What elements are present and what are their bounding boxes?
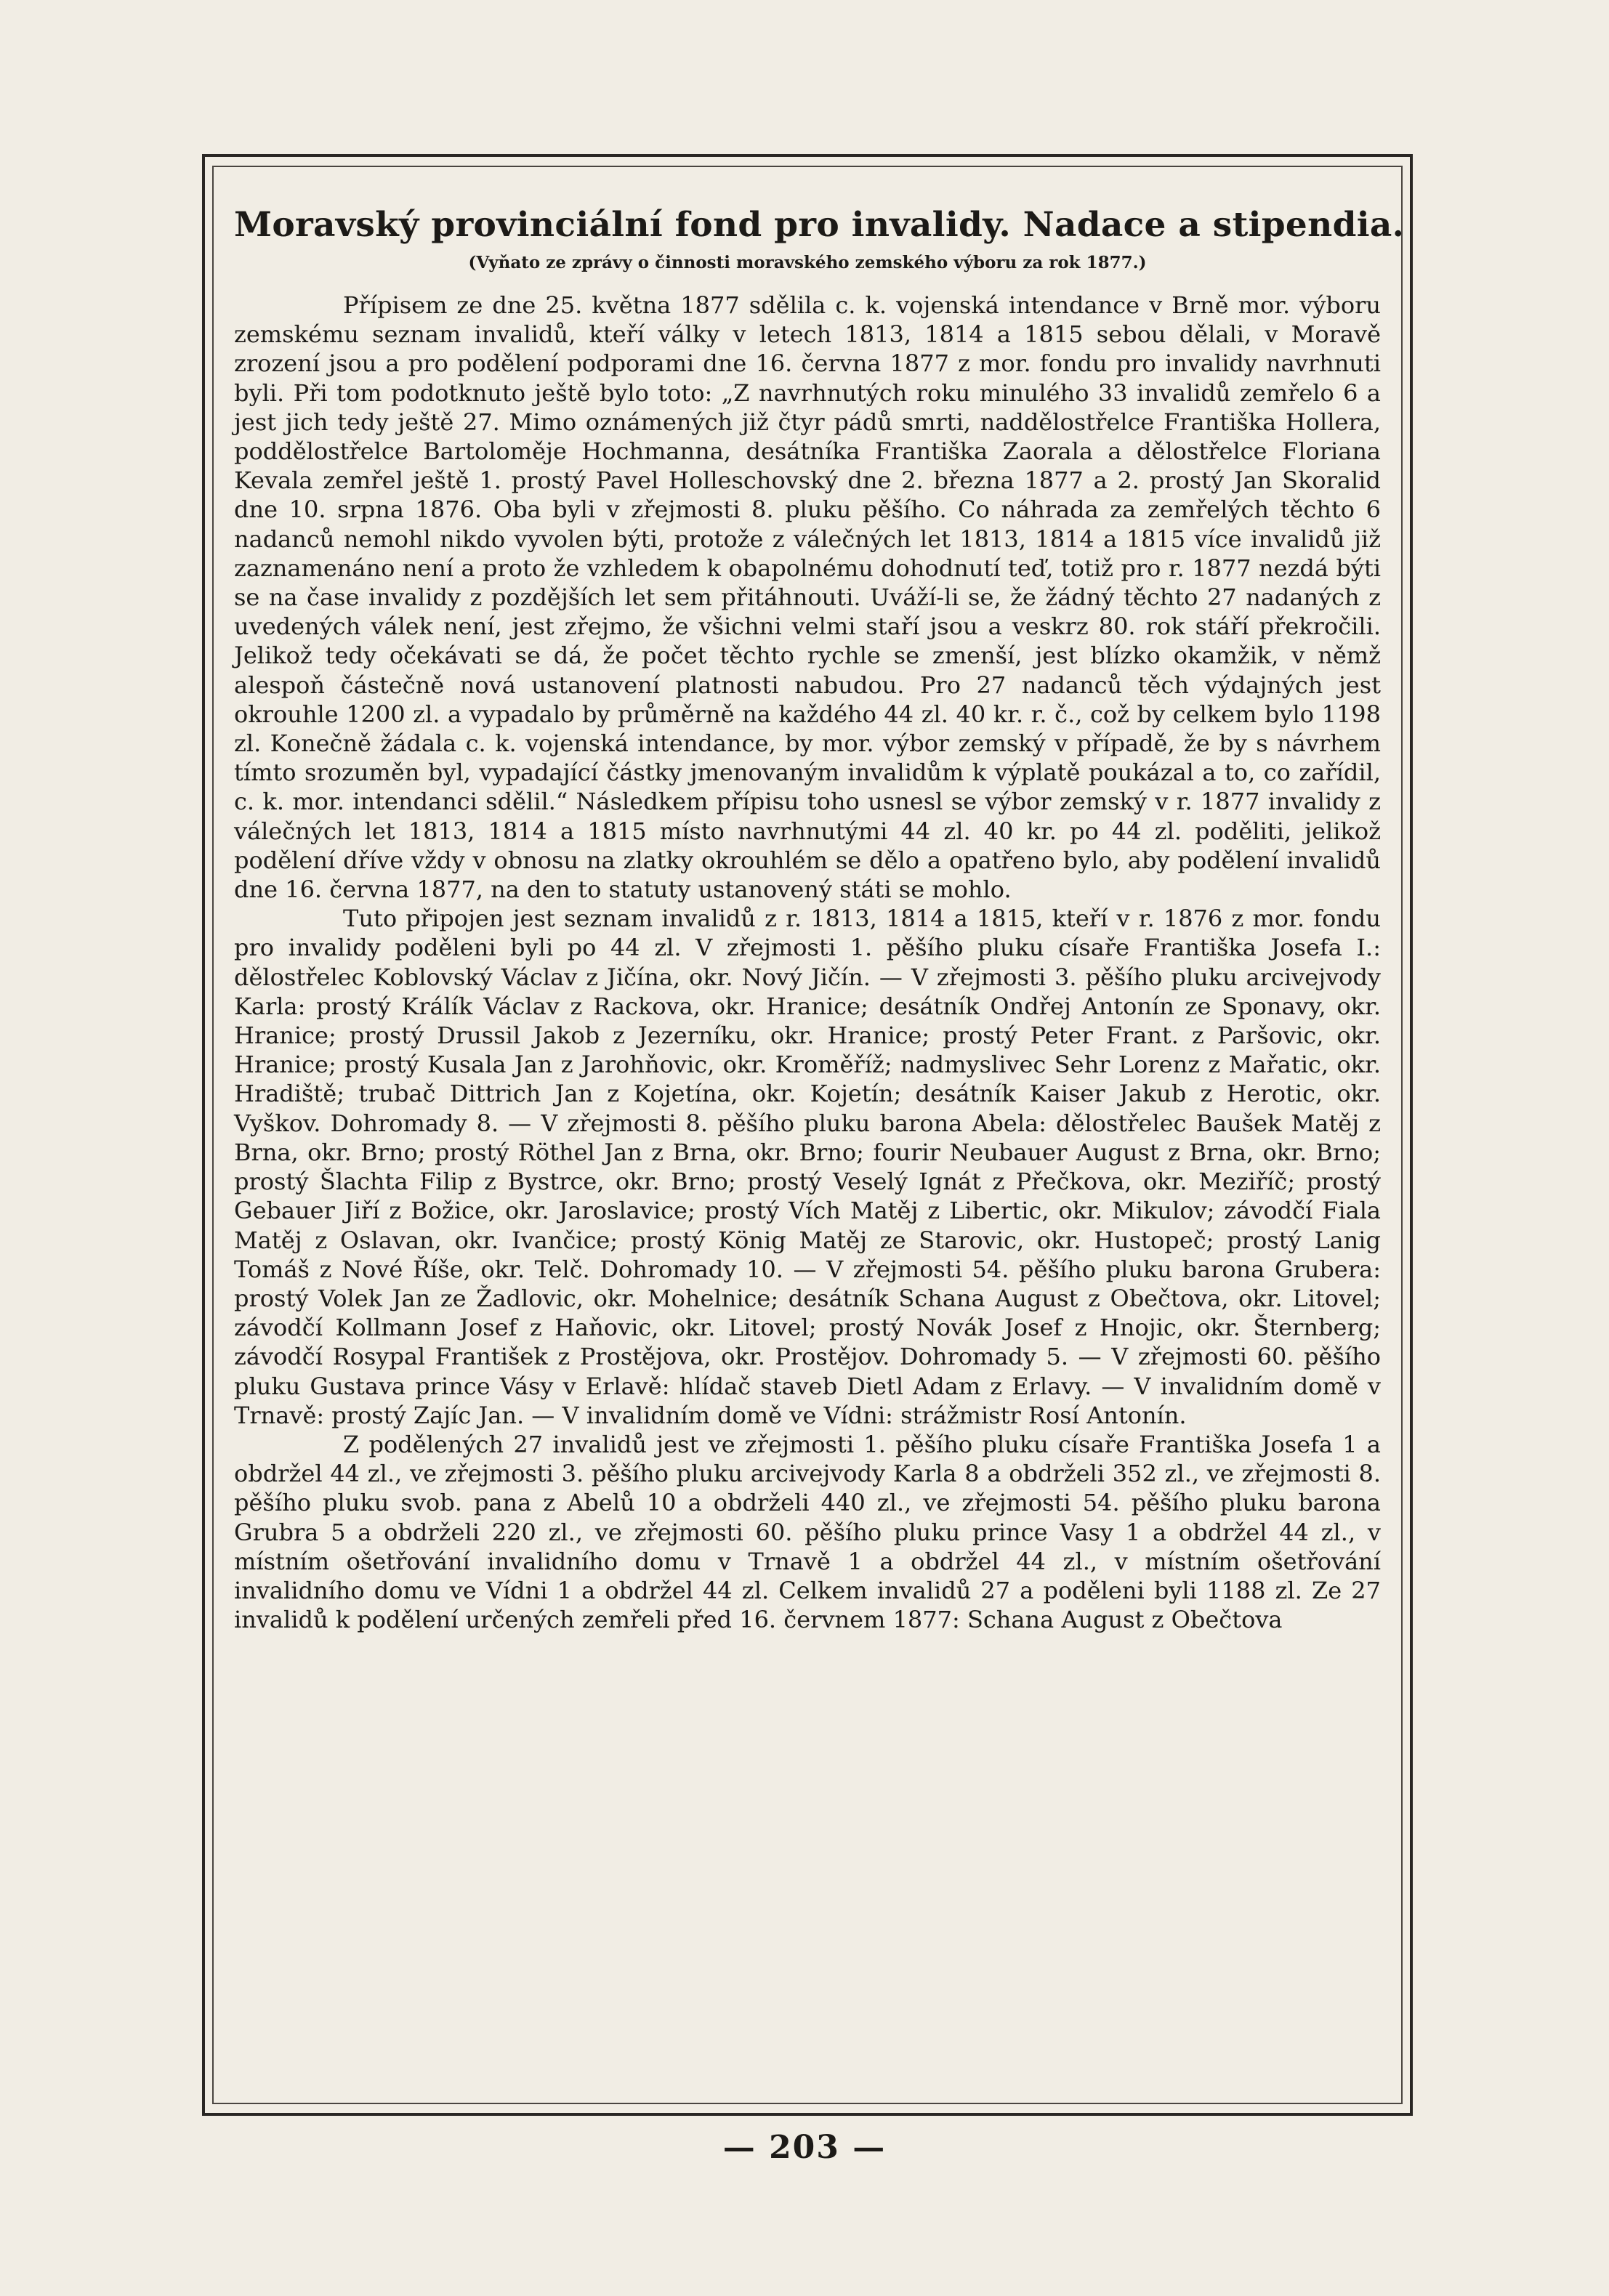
paragraph-1: Přípisem ze dne 25. května 1877 sdělila c. k. vojenská intendance v Brně mor. výboru zemskému seznam invalidů, kteří války v letech 1813, 1814 a 1815 sebou dělali, v Moravě zrození jsou a pro podělení podporami dne 16. června 1877 z mor. fondu pro invalidy navrhnuti byli. Při tom podotknuto ještě bylo toto: „Z navrhnutých roku minulého 33 invalidů zemřelo 6 a jest jich tedy ještě 27. Mimo oznámených již čtyr pádů smrti, naddělostřelce Františka Hollera, poddělostřelce Bartoloměje Hochmanna, desátníka Františka Zaorala a dělostřelce Floriana Kevala zemřel ještě 1. prostý Pavel Holleschovský dne 2. března 1877 a 2. prostý Jan Skoralid dne 10. srpna 1876. Oba byli v zřejmosti 8. pluku pěšího. Co náhrada za zemřelých těchto 6 nadanců nemohl nikdo vyvolen býti, protože z válečných let 1813, 1814 a 1815 více invalidů již zaznamenáno není a proto že vzhledem k obapolnému dohodnutí teď, totiž pro r. 1877 nezdá býti se na čase invalidy z pozdějších let sem přitáhnouti. Uváží-li se, že žádný těchto 27 nadaných z uvedených válek není, jest zřejmo, že všichni velmi staří jsou a veskrz 80. rok stáří překročili. Jelikož tedy očekávati se dá, že počet těchto rychle se zmenší, jest blízko okamžik, v němž alespoň částečně nová ustanovení platnosti nabudou. Pro 27 nadanců těch výdajných jest okrouhle 1200 zl. a vypadalo by průměrně na každého 44 zl. 40 kr. r. č., což by celkem bylo 1198 zl. Konečně žádala c. k. vojenská intendance, by mor. výbor zemský v případě, že by s návrhem tímto srozuměn byl, vypadající částky jmenovaným invalidům k výplatě poukázal a to, co zařídil, c. k. mor. intendanci sdělil.“ Následkem přípisu toho usnesl se výbor zemský v r. 1877 invalidy z válečných let 1813, 1814 a 1815 místo navrhnutými 44 zl. 40 kr. po 44 zl. poděliti, jelikož podělení dříve vždy v obnosu na zlatky okrouhlém se dělo a opatřeno bylo, aby podělení invalidů dne 16. června 1877, na den to statuty ustanovený státi se mohlo. bbox=[234, 291, 1381, 904]
article bbox=[234, 203, 1405, 1634]
article-subtitle: (Vyňato ze zprávy o činnosti moravského zemského výboru za rok 1877.) bbox=[468, 253, 1147, 272]
article-title: Moravský provinciální fond pro invalidy. Nadace a stipendia. bbox=[234, 205, 1405, 245]
page-number: — 203 — bbox=[722, 2129, 887, 2166]
paragraph-3: Z podělených 27 invalidů jest ve zřejmosti 1. pěšího pluku císaře Františka Josefa 1 a obdržel 44 zl., ve zřejmosti 3. pěšího pluku arcivejvody Karla 8 a obdrželi 352 zl., ve zřejmosti 8. pěšího pluku svob. pana z Abelů 10 a obdrželi 440 zl., ve zřejmosti 54. pěšího pluku barona Grubra 5 a obdrželi 220 zl., ve zřejmosti 60. pěšího pluku prince Vasy 1 a obdržel 44 zl., v místním ošetřování invalidního domu v Trnavě 1 a obdržel 44 zl., v místním ošetřování invalidního domu ve Vídni 1 a obdržel 44 zl. Celkem invalidů 27 a poděleni byli 1188 zl. Ze 27 invalidů k podělení určených zemřeli před 16. červnem 1877: Schana August z Obečtova bbox=[234, 1430, 1381, 1634]
paragraph-2: Tuto připojen jest seznam invalidů z r. 1813, 1814 a 1815, kteří v r. 1876 z mor. fondu pro invalidy poděleni byli po 44 zl. V zřejmosti 1. pěšího pluku císaře Františka Josefa I.: dělostřelec Koblovský Václav z Jičína, okr. Nový Jičín. — V zřejmosti 3. pěšího pluku arcivejvody Karla: prostý Králík Václav z Rackova, okr. Hranice; desátník Ondřej Antonín ze Sponavy, okr. Hranice; prostý Drussil Jakob z Jezerníku, okr. Hranice; prostý Peter Frant. z Paršovic, okr. Hranice; prostý Kusala Jan z Jarohňovic, okr. Kroměříž; nadmyslivec Sehr Lorenz z Mařatic, okr. Hradiště; trubač Dittrich Jan z Kojetína, okr. Kojetín; desátník Kaiser Jakub z Herotic, okr. Vyškov. Dohromady 8. — V zřejmosti 8. pěšího pluku barona Abela: dělostřelec Baušek Matěj z Brna, okr. Brno; prostý Röthel Jan z Brna, okr. Brno; fourir Neubauer August z Brna, okr. Brno; prostý Šlachta Filip z Bystrce, okr. Brno; prostý Veselý Ignát z Přečkova, okr. Meziříč; prostý Gebauer Jiří z Božice, okr. Jaroslavice; prostý Vích Matěj z Libertic, okr. Mikulov; závodčí Fiala Matěj z Oslavan, okr. Ivančice; prostý König Matěj ze Starovic, okr. Hustopeč; prostý Lanig Tomáš z Nové Říše, okr. Telč. Dohromady 10. — V zřejmosti 54. pěšího pluku barona Grubera: prostý Volek Jan ze Žadlovic, okr. Mohelnice; desátník Schana August z Obečtova, okr. Litovel; závodčí Kollmann Josef z Haňovic, okr. Litovel; prostý Novák Josef z Hnojic, okr. Šternberg; závodčí Rosypal František z Prostějova, okr. Prostějov. Dohromady 5. — V zřejmosti 60. pěšího pluku Gustava prince Vásy v Erlavě: hlídač staveb Dietl Adam z Erlavy. — V invalidním domě v Trnavě: prostý Zajíc Jan. — V invalidním domě ve Vídni: strážmistr Rosí Antonín. bbox=[234, 905, 1381, 1429]
